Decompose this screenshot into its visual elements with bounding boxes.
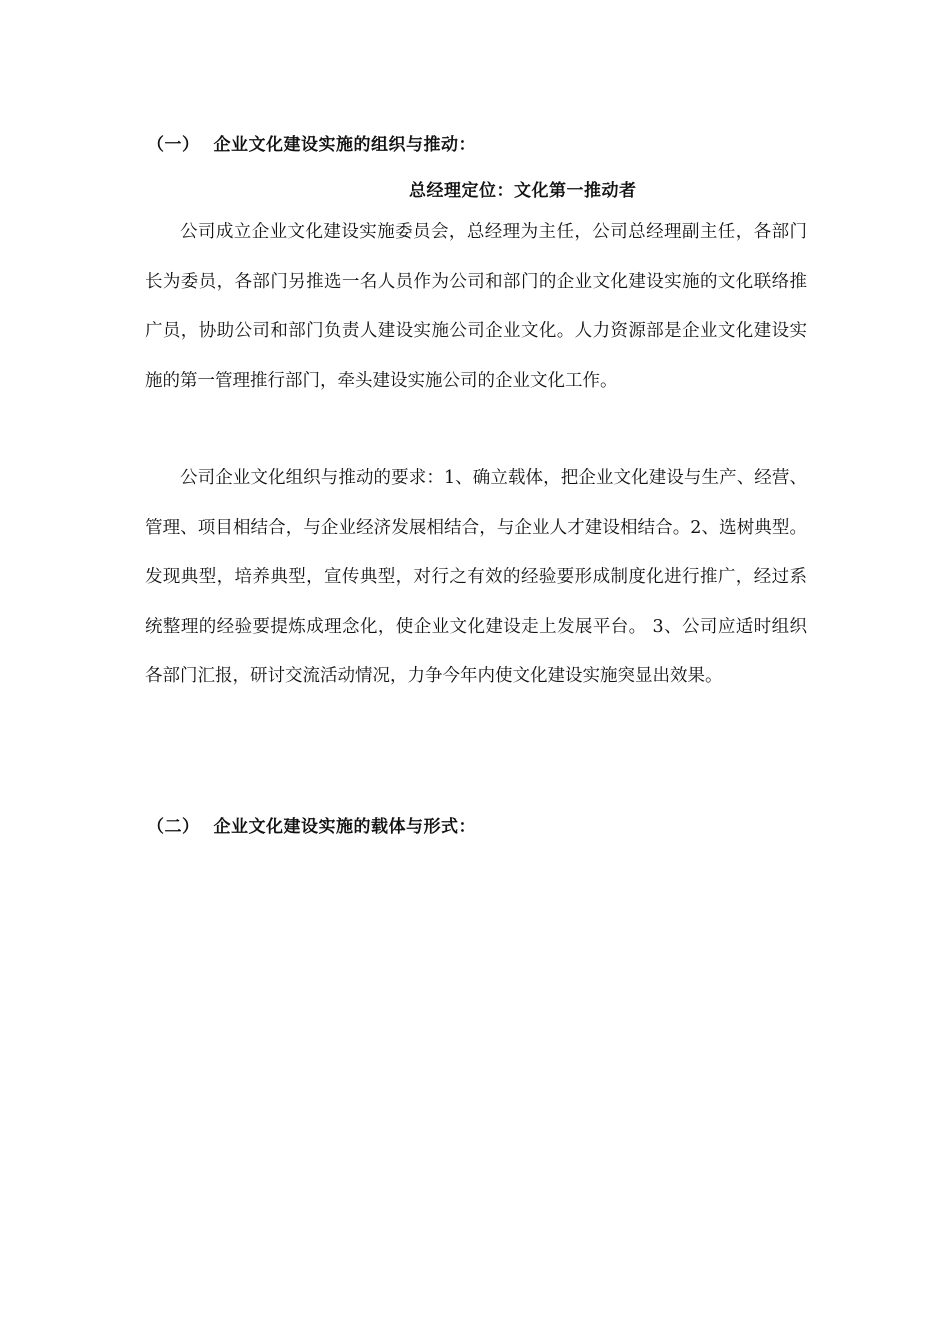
body-paragraph: 公司企业文化组织与推动的要求：1、确立载体，把企业文化建设与生产、经营、管理、项目相结合，与企业经济发展相结合，与企业人才建设相结合。2、选树典型。发现典型，培养典型，宣传典型，对行之有效的经验要形成制度化进行推广，经过系统整理的经验要提炼成理念化，使企业文化建设走上发展平台。 3、公司应适时组织各部门汇报，研讨交流活动情况，力争今年内使文化建设实施突显出效果。 (145, 468, 807, 686)
section-title: 企业文化建设实施的组织与推动： (213, 135, 476, 155)
section-number: （一） (147, 135, 200, 155)
section-number: （二） (147, 817, 200, 837)
section-heading-2 (147, 812, 476, 837)
section-title: 企业文化建设实施的载体与形式： (213, 817, 476, 837)
section-heading-1 (147, 130, 476, 155)
sub-heading: 总经理定位：文化第一推动者 (409, 181, 637, 201)
body-paragraph: 公司成立企业文化建设实施委员会，总经理为主任，公司总经理副主任，各部门长为委员，各部门另推选一名人员作为公司和部门的企业文化建设实施的文化联络推广员，协助公司和部门负责人建设实施公司企业文化。人力资源部是企业文化建设实施的第一管理推行部门，牵头建设实施公司的企业文化工作。 (145, 222, 807, 391)
